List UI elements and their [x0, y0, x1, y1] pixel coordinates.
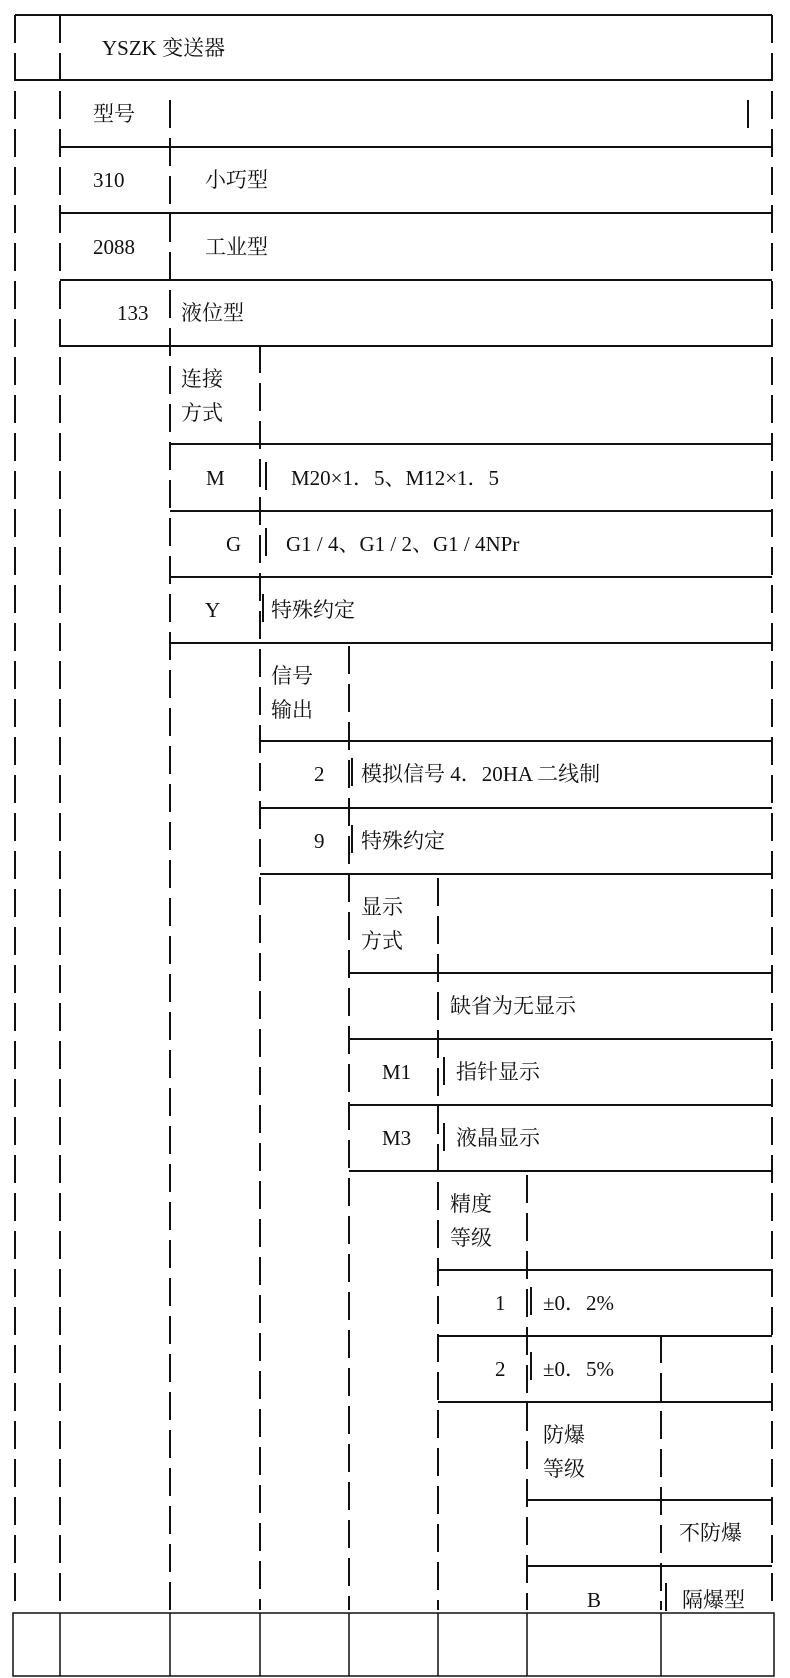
- connection-code-g: G: [226, 532, 242, 556]
- display-label-line2: 方式: [361, 929, 403, 953]
- explosion-label-line1: 防爆: [543, 1423, 585, 1447]
- accuracy-desc-1: ±0．2%: [543, 1291, 615, 1315]
- connection-code-y: Y: [205, 598, 221, 622]
- model-label: 型号: [93, 102, 135, 126]
- model-desc-133: 液位型: [181, 301, 244, 325]
- explosion-code-b: B: [587, 1588, 602, 1612]
- model-code-133: 133: [117, 301, 149, 325]
- code-box-row: [13, 1613, 774, 1676]
- connection-desc-y: 特殊约定: [271, 598, 355, 622]
- connection-desc-m: M20×1．5、M12×1．5: [291, 466, 500, 490]
- display-code-m3: M3: [382, 1126, 412, 1150]
- display-desc-default: 缺省为无显示: [450, 994, 576, 1018]
- display-desc-m3: 液晶显示: [456, 1126, 540, 1150]
- accuracy-code-1: 1: [495, 1291, 506, 1315]
- explosion-desc-b: 隔爆型: [682, 1588, 745, 1612]
- explosion-label-line2: 等级: [543, 1457, 585, 1481]
- connection-label-line2: 方式: [181, 401, 223, 425]
- display-label-line1: 显示: [361, 895, 403, 919]
- signal-desc-9: 特殊约定: [361, 829, 445, 853]
- connection-desc-g: G1 / 4、G1 / 2、G1 / 4NPr: [286, 532, 520, 556]
- model-desc-310: 小巧型: [205, 168, 268, 192]
- explosion-desc-none: 不防爆: [679, 1521, 742, 1545]
- model-code-2088: 2088: [93, 235, 135, 259]
- signal-label-line1: 信号: [271, 664, 313, 688]
- connection-code-m: M: [206, 466, 225, 490]
- signal-code-2: 2: [314, 762, 325, 786]
- model-desc-2088: 工业型: [205, 235, 268, 259]
- accuracy-code-2: 2: [495, 1357, 506, 1381]
- accuracy-desc-2: ±0．5%: [543, 1357, 615, 1381]
- accuracy-label-line1: 精度: [450, 1192, 492, 1216]
- display-code-m1: M1: [382, 1060, 412, 1084]
- product-title: YSZK 变送器: [102, 36, 226, 60]
- display-desc-m1: 指针显示: [456, 1060, 540, 1084]
- signal-desc-2: 模拟信号 4．20HA 二线制: [361, 762, 601, 786]
- signal-label-line2: 输出: [271, 698, 313, 722]
- connection-label-line1: 连接: [181, 367, 223, 391]
- model-code-310: 310: [93, 168, 125, 192]
- accuracy-label-line2: 等级: [450, 1226, 492, 1250]
- signal-code-9: 9: [314, 829, 325, 853]
